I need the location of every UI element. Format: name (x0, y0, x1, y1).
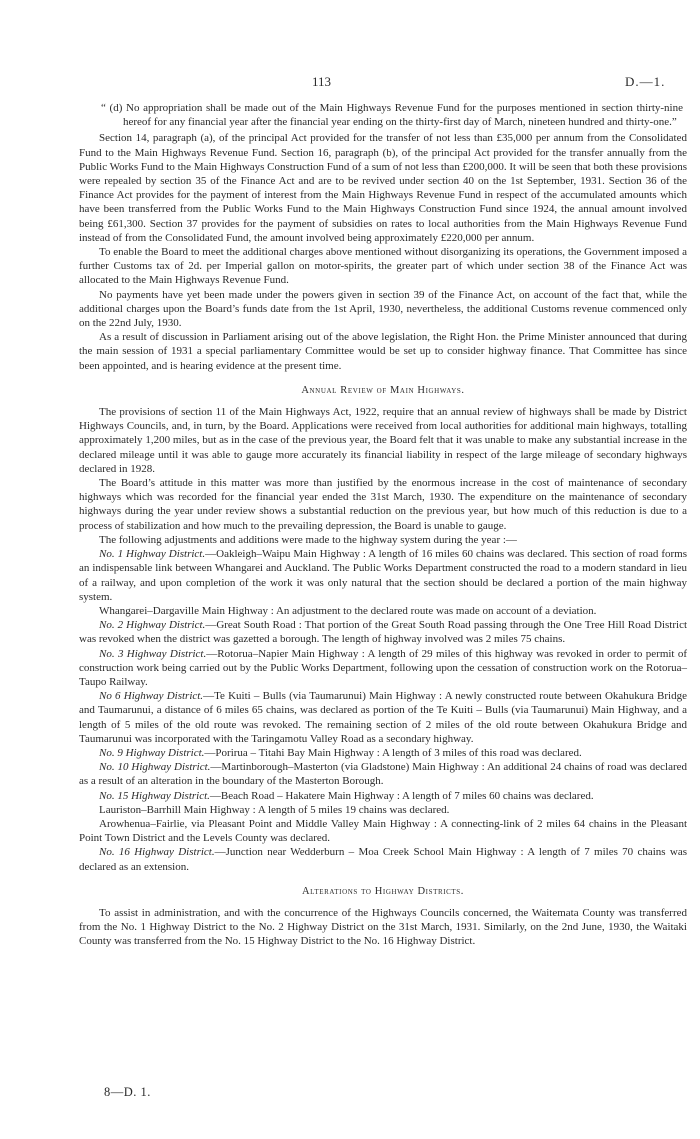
section-heading: Annual Review of Main Highways. (301, 384, 465, 396)
paragraph: To assist in administration, and with the concurrence of the Highways Councils concerned, the Waitemata County was transferred from the No. 1 Highway District to the No. 2 Highway District on the 31st March, 1931. Similarly, on the 2nd June, 1930, the Waitaki County was transferred from the No. 15 Highway District to the No. 16 Highway District. (79, 906, 687, 948)
district-entry (79, 604, 687, 618)
district-entry-text: Whangarei–Dargaville Main Highway : An adjustment to the declared route was made on account of a deviation. (99, 604, 597, 617)
section-heading: Alterations to Highway Districts. (301, 885, 465, 897)
paragraph: The following adjustments and additions were made to the highway system during the year :— (99, 533, 517, 546)
page-header (0, 74, 700, 94)
district-entry-text: —Great South Road : That portion of the Great South Road passing through the One Tree Hill Road District was revoked when the district was gazetted a borough. The length of highway involved was 2 miles 75 chains. (79, 619, 688, 646)
district-entry (79, 547, 687, 604)
district-entry-text: Lauriston–Barrhill Main Highway : A length of 5 miles 19 chains was declared. (99, 803, 450, 816)
district-entry-text: —Junction near Wedderburn – Moa Creek School Main Highway : A length of 7 miles 70 chains was declared as an extension. (79, 846, 687, 873)
district-entry (79, 845, 687, 873)
district-entry (79, 647, 687, 690)
district-entry (79, 789, 687, 803)
page-number: 113 (312, 74, 332, 89)
district-name: No. 2 Highway District. (99, 619, 206, 632)
paragraph: The Board’s attitude in this matter was more than justified by the enormous increase in the cost of maintenance of secondary highways which was recorded for the financial year ended the 31st March, 1930. The expenditure on the maintenance of secondary highways during the year under review shows a substantial reduction on the previous year, but how much of this reduction is due to a process of stabilization and how much to the prevailing depression, the Board is unable to gauge. (79, 477, 687, 532)
district-entry-text: —Te Kuiti – Bulls (via Taumarunui) Main Highway : A newly constructed route between Okahukura Bridge and Taumarunui, a distance of 6 miles 65 chains, was declared as portion of the Te Kuiti – Bulls (via Taumarunui) Main Highway, and a length of 5 miles of the old route was revoked. The remaining section of 2 miles of the old route between Okahukura Bridge and Taumarunui was incorporated with the Taringamotu Valley Road as a secondary highway. (79, 690, 687, 745)
paragraph: To enable the Board to meet the additional charges above mentioned without disorganizing its operations, the Government imposed a further Customs tax of 2d. per Imperial gallon on motor-spirits, the greater part of which under section 38 of the Finance Act was allocated to the Main Highways Revenue Fund. (79, 246, 687, 287)
district-entry-text: —Beach Road – Hakatere Main Highway : A length of 7 miles 60 chains was declared. (209, 789, 594, 802)
page-signature: 8—D. 1. (104, 1085, 151, 1099)
district-name: No. 16 Highway District. (99, 846, 215, 859)
district-name: No. 15 Highway District. (99, 789, 210, 802)
district-name: No. 9 Highway District. (99, 746, 205, 759)
district-entry (79, 689, 687, 746)
document-reference: D.—1. (625, 74, 666, 89)
district-entry-text: —Martinborough–Masterton (via Gladstone) Main Highway : An additional 24 chains of road was declared as a result of an alteration in the boundary of the Masterton Borough. (79, 761, 687, 788)
district-entry (79, 817, 687, 845)
paragraph: As a result of discussion in Parliament arising out of the above legislation, the Right Hon. the Prime Minister announced that during the main session of 1931 a special parliamentary Committee would be set up to consider highway finance. That Committee has since been appointed, and is hearing evidence at the present time. (79, 331, 687, 372)
paragraph: No payments have yet been made under the powers given in section 39 of the Finance Act, on account of the fact that, while the additional charges upon the Board’s funds date from the 1st April, 1930, nevertheless, the additional Customs revenue commenced only on the 22nd July, 1930. (79, 288, 687, 330)
district-name: No. 10 Highway District. (99, 761, 211, 774)
district-entry-text: —Porirua – Titahi Bay Main Highway : A length of 3 miles of this road was declared. (204, 746, 582, 759)
district-entry (79, 746, 687, 760)
document-body (79, 101, 687, 949)
district-entry-text: Arowhenua–Fairlie, via Pleasant Point and Middle Valley Main Highway : A connecting-link of 2 miles 64 chains in the Pleasant Point Town District and the Levels County was declared. (79, 817, 687, 845)
district-entry (79, 803, 687, 817)
district-entry (79, 760, 687, 788)
paragraph: The provisions of section 11 of the Main Highways Act, 1922, require that an annual review of highways shall be made by District Highways Councils, and, in turn, by the Board. Applications were received from local authorities for additional main highways, totalling approximately 1,200 miles, but as in the case of the previous year, the Board felt that it was unable to make any substantial increase in the declared mileage until it was able to gauge more accurately its financial liability in respect of the large mileage of secondary highways declared in 1928. (79, 406, 687, 475)
district-name: No 6 Highway District. (99, 690, 204, 703)
district-entry-text: —Rotorua–Napier Main Highway : A length of 29 miles of this highway was revoked in order to permit of construction work being carried out by the Public Works Department, following upon the cessation of construction work on the Rotorua–Taupo Railway. (79, 647, 688, 688)
district-name: No. 1 Highway District. (99, 548, 206, 561)
paragraph: Section 14, paragraph (a), of the principal Act provided for the transfer of not less than £35,000 per annum from the Consolidated Fund to the Main Highways Revenue Fund. Section 16, paragraph (b), of the principal Act provided for the transfer annually from the Public Works Fund to the Main Highways Construction Fund of a sum of not less than £200,000. It will be seen that both these provisions were repealed by section 35 of the Finance Act and are to be revived under section 40 on the 1st September, 1931. Section 36 of the Finance Act provides for the payment of interest from the Main Highways Revenue Fund in respect of the accumulated amounts which have been transferred from the Public Works Fund to the Main Highways Construction Fund since 1924, the annual amount involved being £61,300. Section 37 provides for the payment of subsidies on rates to local authorities from the Main Highways Revenue Fund instead of from the Consolidated Fund, the amount involved being approximately £220,000 per annum. (79, 132, 687, 244)
district-name: No. 3 Highway District. (99, 647, 207, 660)
district-entry-text: —Oakleigh–Waipu Main Highway : A length of 16 miles 60 chains was declared. This section of road forms an indispensable link between Whangarei and Auckland. The Public Works Department constructed the road to a modern standard in lieu of a railway, and upon completion of the work it was only natural that the section should be declared a portion of the main highway system. (79, 548, 687, 603)
quoted-provision: “ (d) No appropriation shall be made out of the Main Highways Revenue Fund for the purposes mentioned in section thirty-nine hereof for any financial year after the financial year ending on the thirty-first day of March, nineteen hundred and thirty-one.” (101, 102, 683, 129)
district-entry (79, 618, 687, 646)
